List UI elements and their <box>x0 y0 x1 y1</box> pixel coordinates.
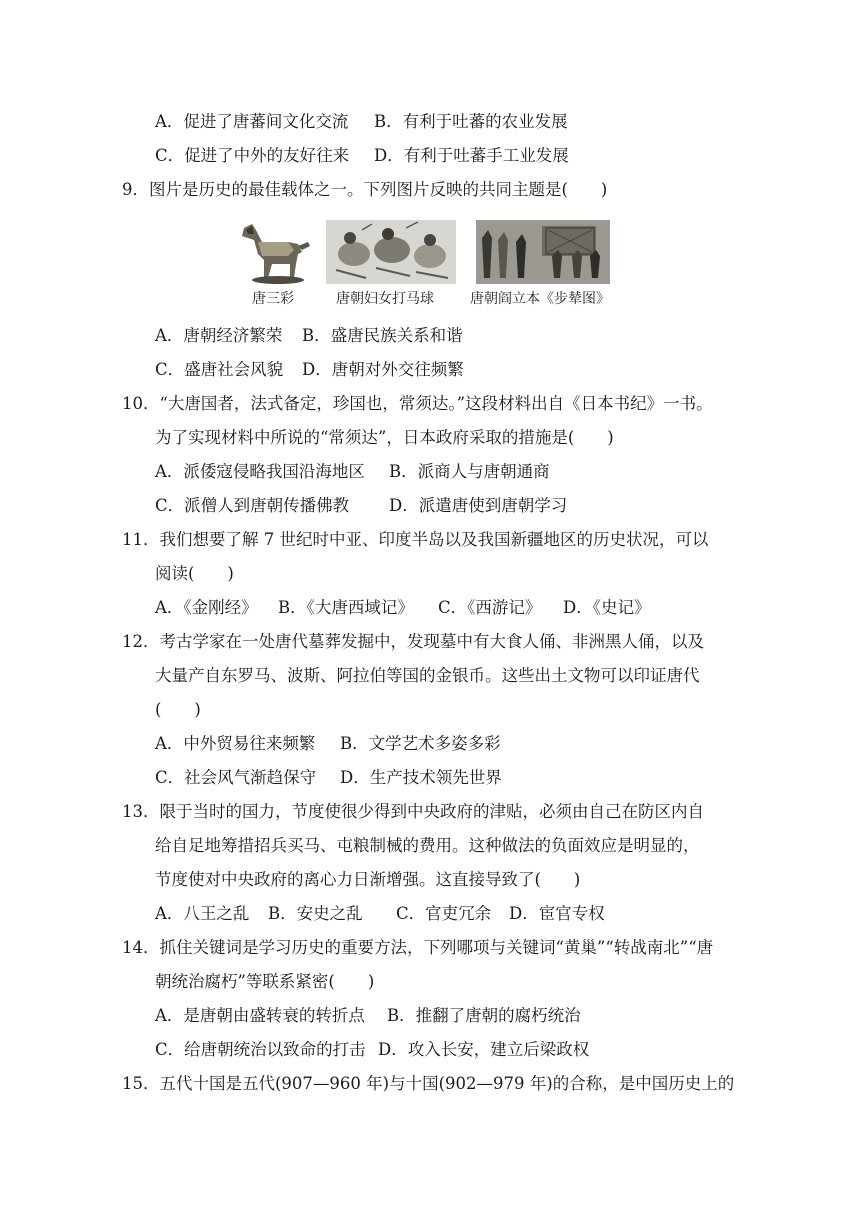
q15-stem-line1: 15．五代十国是五代(907—960 年)与十国(902—979 年)的合称，是中国历史上的 <box>122 1074 735 1093</box>
q14-option-b: B．推翻了唐朝的腐朽统治 <box>387 1006 581 1025</box>
q11-option-d: D．《史记》 <box>563 598 651 617</box>
q10-option-a: A．派倭寇侵略我国沿海地区 <box>155 462 365 481</box>
q8-option-c: C．促进了中外的友好往来 <box>155 146 350 165</box>
q13-option-c: C．官吏冗余 <box>396 904 492 923</box>
q10-option-c: C．派僧人到唐朝传播佛教 <box>155 496 350 515</box>
q9-option-c: C．盛唐社会风貌 <box>155 360 284 379</box>
q12-option-b: B．文学艺术多姿多彩 <box>340 734 501 753</box>
q10-option-d: D．派遣唐使到唐朝学习 <box>389 496 568 515</box>
q13-stem-line2: 给自足地筹措招兵买马、屯粮制械的费用。这种做法的负面效应是明显的， <box>155 836 700 855</box>
q10-stem-line1: 10．“大唐国者，法式备定，珍国也，常须达。”这段材料出自《日本书纪》一书。 <box>122 394 713 413</box>
q11-option-a: A．《金刚经》 <box>155 598 258 617</box>
q11-option-b: B．《大唐西域记》 <box>278 598 414 617</box>
q8-option-b: B．有利于吐蕃的农业发展 <box>374 112 568 131</box>
q9-stem: 9．图片是历史的最佳载体之一。下列图片反映的共同主题是( ) <box>122 180 608 199</box>
q9-option-d: D．唐朝对外交往频繁 <box>302 360 464 379</box>
q12-option-d: D．生产技术领先世界 <box>340 768 502 787</box>
bunian-painting-icon <box>476 220 610 284</box>
q13-stem-line3: 节度使对中央政府的离心力日渐增强。这直接导致了( ) <box>155 870 581 889</box>
bunian-painting-image <box>470 220 610 307</box>
q8-option-d: D．有利于吐蕃手工业发展 <box>374 146 569 165</box>
q10-stem-line2: 为了实现材料中所说的“常须达”，日本政府采取的措施是( ) <box>155 428 614 447</box>
q11-stem-line1: 11．我们想要了解 7 世纪时中亚、印度半岛以及我国新疆地区的历史状况，可以 <box>122 530 709 549</box>
q13-option-d: D．宦官专权 <box>509 904 605 923</box>
q8-option-a: A．促进了唐蕃间文化交流 <box>155 112 349 131</box>
q9-option-a: A．唐朝经济繁荣 <box>155 326 283 345</box>
q11-option-c: C．《西游记》 <box>438 598 542 617</box>
q9-option-b: B．盛唐民族关系和谐 <box>302 326 463 345</box>
q12-option-c: C．社会风气渐趋保守 <box>155 768 317 787</box>
q14-stem-line2: 朝统治腐朽”等联系紧密( ) <box>155 972 375 991</box>
women-polo-painting-image <box>326 220 456 307</box>
q9-caption-1: 唐三彩 <box>252 291 294 307</box>
q12-stem-line3: ( ) <box>155 700 201 719</box>
q14-stem-line1: 14．抓住关键词是学习历史的重要方法，下列哪项与关键词“黄巢”“转战南北”“唐 <box>122 938 714 957</box>
q9-figures <box>232 220 632 312</box>
q13-stem-line1: 13．限于当时的国力，节度使很少得到中央政府的津贴，必须由自己在防区内自 <box>122 802 704 821</box>
q12-stem-line2: 大量产自东罗马、波斯、阿拉伯等国的金银币。这些出土文物可以印证唐代 <box>155 666 700 685</box>
q11-stem-line2: 阅读( ) <box>155 564 234 583</box>
q12-stem-line1: 12．考古学家在一处唐代墓葬发掘中，发现墓中有大食人俑、非洲黑人俑，以及 <box>122 632 704 651</box>
tang-sancai-horse-image <box>232 220 314 307</box>
q9-caption-3: 唐朝阎立本《步辇图》 <box>470 291 610 307</box>
q14-option-a: A．是唐朝由盛转衰的转折点 <box>155 1006 365 1025</box>
tang-sancai-horse-icon <box>232 220 314 286</box>
q10-option-b: B．派商人与唐朝通商 <box>389 462 550 481</box>
q14-option-c: C．给唐朝统治以致命的打击 <box>155 1040 366 1059</box>
q9-caption-2: 唐朝妇女打马球 <box>336 291 434 307</box>
q13-option-a: A．八王之乱 <box>155 904 250 923</box>
q14-option-d: D．攻入长安，建立后梁政权 <box>378 1040 590 1059</box>
q13-option-b: B．安史之乱 <box>268 904 363 923</box>
q12-option-a: A．中外贸易往来频繁 <box>155 734 316 753</box>
women-polo-painting-icon <box>326 220 456 284</box>
